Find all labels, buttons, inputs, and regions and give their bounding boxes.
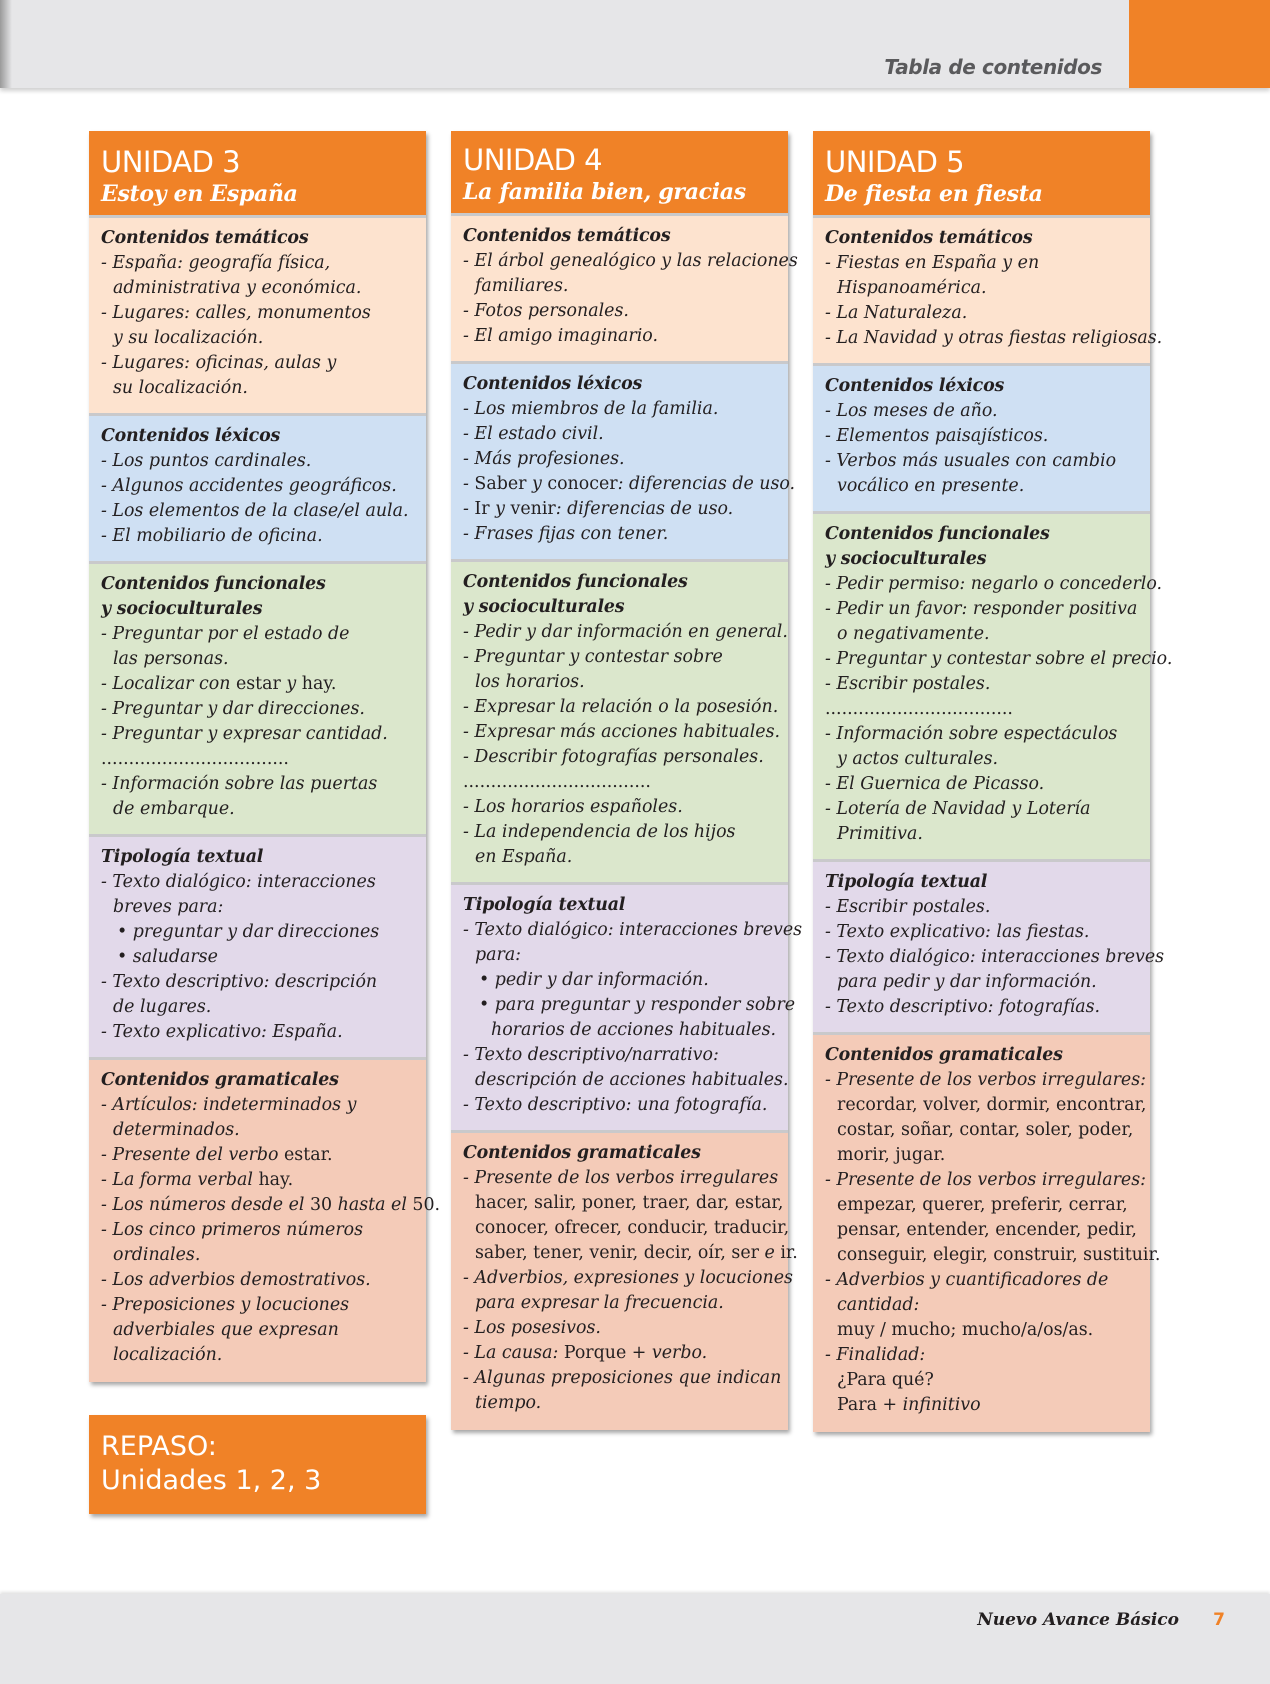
header-orange-tab xyxy=(1129,0,1270,88)
unit-5-tematicos xyxy=(813,215,1163,363)
header-band xyxy=(0,0,1270,88)
list-item xyxy=(463,472,796,497)
list-item xyxy=(463,1341,782,1366)
list-item: o negativamente. xyxy=(837,624,990,644)
list-item: - Más profesiones. xyxy=(463,449,625,469)
unit-4-subtitle: La familia bien, gracias xyxy=(463,179,746,205)
list-item: - Texto descriptivo: una fotografía. xyxy=(463,1095,768,1115)
list-item: descripción de acciones habituales. xyxy=(475,1070,789,1090)
list-item: para pedir y dar información. xyxy=(837,972,1097,992)
section-title: Tipología textual xyxy=(101,847,264,867)
item-word: estar. xyxy=(284,1145,333,1165)
list-item: costar, soñar, contar, soler, poder, xyxy=(837,1120,1134,1140)
list-item: administrativa y económica. xyxy=(113,278,362,298)
list-item: conseguir, elegir, construir, sustituir. xyxy=(837,1245,1161,1265)
item-word: infinitivo xyxy=(902,1395,981,1415)
list-item: - Texto dialógico: interacciones xyxy=(101,872,376,892)
unit-3-tipologia xyxy=(89,834,426,1057)
list-item: - Presente de los verbos irregulares: xyxy=(825,1170,1146,1190)
section-title: Contenidos gramaticales xyxy=(463,1143,701,1163)
dotted-separator: .................................. xyxy=(825,699,1013,719)
list-item: - Lotería de Navidad y Lotería xyxy=(825,799,1091,819)
item-word: + xyxy=(631,1343,647,1363)
repaso-units: Unidades 1, 2, 3 xyxy=(101,1465,322,1496)
unit-4-tematicos xyxy=(451,213,798,361)
list-item: para: xyxy=(475,945,522,965)
list-item: de lugares. xyxy=(113,997,212,1017)
item-text: : diferencias de uso. xyxy=(555,499,734,519)
list-item: - Pedir un favor: responder positiva xyxy=(825,599,1138,619)
item-word: estar xyxy=(235,674,281,694)
list-item: Hispanoamérica. xyxy=(837,278,987,298)
unit-3-gramaticales xyxy=(89,1057,441,1382)
list-item: cantidad: xyxy=(837,1295,920,1315)
list-item: ordinales. xyxy=(113,1245,201,1265)
unit-3-number: UNIDAD 3 xyxy=(101,145,241,179)
repaso-title: REPASO: xyxy=(101,1431,217,1462)
section-title: Contenidos funcionales xyxy=(463,572,688,592)
list-item: - La Naturaleza. xyxy=(825,303,968,323)
list-item: - Información sobre espectáculos xyxy=(825,724,1118,744)
unit-4-lexicos xyxy=(451,361,796,559)
list-item: breves para: xyxy=(113,897,224,917)
list-item: empezar, querer, preferir, cerrar, xyxy=(837,1195,1128,1215)
list-item: - Preguntar y dar direcciones. xyxy=(101,699,365,719)
unit-3-tematicos xyxy=(89,215,426,413)
list-item: hacer, salir, poner, traer, dar, estar, xyxy=(475,1193,784,1213)
list-item: para expresar la frecuencia. xyxy=(475,1293,724,1313)
list-item: - Lugares: calles, monumentos xyxy=(101,303,371,323)
unit-3-subtitle: Estoy en España xyxy=(101,181,298,207)
section-title: Contenidos funcionales xyxy=(825,524,1050,544)
unit-4-gramaticales xyxy=(451,1130,798,1430)
list-item: pensar, entender, encender, pedir, xyxy=(837,1220,1137,1240)
unit-5-subtitle: De fiesta en fiesta xyxy=(825,181,1043,207)
section-title: Contenidos temáticos xyxy=(463,226,671,246)
item-word: Porque xyxy=(563,1343,627,1363)
list-item: los horarios. xyxy=(475,672,585,692)
page-number: 7 xyxy=(1213,1610,1225,1630)
list-item: - Fiestas en España y en xyxy=(825,253,1040,273)
bullet-item: • pedir y dar información. xyxy=(479,970,709,990)
list-item: - Los elementos de la clase/el aula. xyxy=(101,501,409,521)
item-text: hasta el xyxy=(337,1195,407,1215)
page-header-title: Tabla de contenidos xyxy=(884,55,1102,79)
section-title-line-2: y socioculturales xyxy=(101,599,263,619)
dotted-separator: .................................. xyxy=(463,772,651,792)
list-item xyxy=(463,497,782,522)
section-title: Contenidos temáticos xyxy=(825,228,1033,248)
list-item: - El árbol genealógico y las relaciones xyxy=(463,251,798,271)
section-title: Contenidos léxicos xyxy=(101,426,281,446)
section-title: Contenidos léxicos xyxy=(463,374,643,394)
item-word: 50. xyxy=(412,1195,441,1215)
item-text: y xyxy=(531,474,542,494)
section-title: Contenidos gramaticales xyxy=(101,1070,339,1090)
list-item: - El estado civil. xyxy=(463,424,604,444)
list-item: - Describir fotografías personales. xyxy=(463,747,764,767)
repaso-box xyxy=(89,1415,426,1514)
item-word: + xyxy=(882,1395,898,1415)
list-item: - La independencia de los hijos xyxy=(463,822,736,842)
list-item: y su localización. xyxy=(113,328,264,348)
list-item: - Preguntar y contestar sobre el precio. xyxy=(825,649,1173,669)
list-item: - Pedir permiso: negarlo o concederlo. xyxy=(825,574,1163,594)
list-item: - Información sobre las puertas xyxy=(101,774,378,794)
unit-5-header xyxy=(813,131,1150,215)
unit-3-header xyxy=(89,131,426,215)
unit-5-lexicos xyxy=(813,363,1150,511)
item-word: e xyxy=(764,1243,775,1263)
list-item: conocer, ofrecer, conducir, traducir, xyxy=(475,1218,790,1238)
list-item: - Preposiciones y locuciones xyxy=(101,1295,350,1315)
item-text: y xyxy=(495,499,505,519)
list-item: - Algunas preposiciones que indican xyxy=(463,1368,782,1388)
list-item: - Verbos más usuales con cambio xyxy=(825,451,1117,471)
list-item: - Texto explicativo: España. xyxy=(101,1022,343,1042)
list-item: en España. xyxy=(475,847,573,867)
list-item: - Presente de los verbos irregulares xyxy=(463,1168,779,1188)
list-item: - Localizar con estar y hay. xyxy=(101,674,337,694)
unit-5-gramaticales xyxy=(813,1032,1161,1432)
item-text: - La causa: xyxy=(463,1343,559,1363)
section-title-line-2: y socioculturales xyxy=(463,597,625,617)
dotted-separator: .................................. xyxy=(101,749,289,769)
footer-band xyxy=(0,1594,1270,1684)
item-text: - xyxy=(463,499,469,519)
list-item: tiempo. xyxy=(475,1393,542,1413)
list-item: - Algunos accidentes geográficos. xyxy=(101,476,397,496)
unit-3-column xyxy=(89,131,441,1382)
list-item: - Texto dialógico: interacciones breves xyxy=(463,920,803,940)
list-item: - Los puntos cardinales. xyxy=(101,451,312,471)
list-item xyxy=(463,1241,798,1266)
list-item: - Adverbios, expresiones y locuciones xyxy=(463,1268,793,1288)
list-item: morir, jugar. xyxy=(837,1145,946,1165)
section-title: Tipología textual xyxy=(463,895,626,915)
list-item: y actos culturales. xyxy=(837,749,999,769)
list-item: - Finalidad: xyxy=(825,1345,926,1365)
item-word: conocer xyxy=(547,474,618,494)
list-item: - Frases fijas con tener. xyxy=(463,524,669,544)
list-item: - Texto dialógico: interacciones breves xyxy=(825,947,1165,967)
unit-3-lexicos xyxy=(89,413,426,561)
list-item: - España: geografía física, xyxy=(101,253,331,273)
list-item xyxy=(101,1168,420,1193)
unit-4-tipologia xyxy=(451,882,803,1130)
section-title: Contenidos gramaticales xyxy=(825,1045,1063,1065)
list-item: - Preguntar por el estado de xyxy=(101,624,350,644)
header-left-shade xyxy=(0,0,12,88)
item-text: - Los números desde el xyxy=(101,1195,305,1215)
bullet-item: • preguntar y dar direcciones xyxy=(117,922,380,942)
list-item: - Texto descriptivo: descripción xyxy=(101,972,378,992)
item-word: y xyxy=(286,674,297,694)
list-item: vocálico en presente. xyxy=(837,476,1025,496)
list-item: - Artículos: indeterminados y xyxy=(101,1095,357,1115)
list-item: - Texto descriptivo/narrativo: xyxy=(463,1045,719,1065)
list-item: - Escribir postales. xyxy=(825,674,991,694)
item-word: Para xyxy=(837,1395,877,1415)
list-item: - Expresar más acciones habituales. xyxy=(463,722,781,742)
item-text: - La forma verbal xyxy=(101,1170,253,1190)
list-item: Primitiva. xyxy=(837,824,923,844)
item-word: verbo. xyxy=(651,1343,708,1363)
list-item: - Adverbios y cuantificadores de xyxy=(825,1270,1109,1290)
list-item: - El Guernica de Picasso. xyxy=(825,774,1045,794)
list-item: - Escribir postales. xyxy=(825,897,991,917)
list-item: - Los posesivos. xyxy=(463,1318,601,1338)
list-item: - Pedir y dar información en general. xyxy=(463,622,788,642)
item-text: saber, tener, venir, decir, oír, ser xyxy=(475,1243,759,1263)
item-text: - Localizar con xyxy=(101,674,231,694)
item-word: ir. xyxy=(780,1243,798,1263)
item-word: venir xyxy=(510,499,556,519)
list-item xyxy=(101,1143,420,1168)
list-item: - El amigo imaginario. xyxy=(463,326,658,346)
section-title: Contenidos temáticos xyxy=(101,228,309,248)
section-title-line-2: y socioculturales xyxy=(825,549,987,569)
list-item: - Fotos personales. xyxy=(463,301,629,321)
list-item: las personas. xyxy=(113,649,229,669)
list-item: - Los meses de año. xyxy=(825,401,998,421)
list-item: - Preguntar y expresar cantidad. xyxy=(101,724,388,744)
item-word: 30 xyxy=(309,1195,333,1215)
list-item: - Presente de los verbos irregulares: xyxy=(825,1070,1146,1090)
item-text: - Presente del verbo xyxy=(101,1145,279,1165)
list-item: - Texto descriptivo: fotografías. xyxy=(825,997,1101,1017)
section-title: Tipología textual xyxy=(825,872,988,892)
item-text: - xyxy=(463,474,469,494)
list-item: recordar, volver, dormir, encontrar, xyxy=(837,1095,1147,1115)
list-item: - Preguntar y contestar sobre xyxy=(463,647,723,667)
unit-5-number: UNIDAD 5 xyxy=(825,145,965,179)
list-item: - Los horarios españoles. xyxy=(463,797,683,817)
list-item: su localización. xyxy=(113,378,248,398)
list-item: ¿Para qué? xyxy=(837,1370,934,1390)
list-item: muy / mucho; mucho/a/os/as. xyxy=(837,1320,1094,1340)
item-text: : diferencias de uso. xyxy=(617,474,796,494)
item-word: hay xyxy=(301,674,331,694)
unit-5-funcionales xyxy=(813,511,1173,859)
list-item xyxy=(825,1393,1144,1418)
unit-4-funcionales xyxy=(451,559,788,882)
list-item: - Texto explicativo: las fiestas. xyxy=(825,922,1090,942)
unit-4-number: UNIDAD 4 xyxy=(463,143,603,177)
list-item: - Elementos paisajísticos. xyxy=(825,426,1049,446)
list-item: - Expresar la relación o la posesión. xyxy=(463,697,779,717)
section-title: Contenidos funcionales xyxy=(101,574,326,594)
item-word: hay. xyxy=(258,1170,294,1190)
unit-4-column xyxy=(451,131,803,1430)
list-item: - Lugares: oficinas, aulas y xyxy=(101,353,337,373)
list-item: localización. xyxy=(113,1345,223,1365)
unit-4-header xyxy=(451,131,788,213)
bullet-item: horarios de acciones habituales. xyxy=(491,1020,777,1040)
list-item: familiares. xyxy=(475,276,569,296)
unit-3-funcionales xyxy=(89,561,426,834)
list-item: - Los cinco primeros números xyxy=(101,1220,364,1240)
list-item xyxy=(101,1193,441,1218)
list-item: - Los miembros de la familia. xyxy=(463,399,719,419)
book-title: Nuevo Avance Básico xyxy=(977,1610,1179,1630)
unit-5-column xyxy=(813,131,1173,1432)
unit-5-tipologia xyxy=(813,859,1165,1032)
list-item: determinados. xyxy=(113,1120,240,1140)
list-item: - El mobiliario de oficina. xyxy=(101,526,323,546)
item-word: Ir xyxy=(474,499,490,519)
bullet-item: • para preguntar y responder sobre xyxy=(479,995,796,1015)
bullet-item: • saludarse xyxy=(117,947,218,967)
section-title: Contenidos léxicos xyxy=(825,376,1005,396)
list-item: - Los adverbios demostrativos. xyxy=(101,1270,371,1290)
item-word: Saber xyxy=(474,474,527,494)
list-item: de embarque. xyxy=(113,799,235,819)
list-item: - La Navidad y otras fiestas religiosas. xyxy=(825,328,1163,348)
list-item: adverbiales que expresan xyxy=(113,1320,339,1340)
